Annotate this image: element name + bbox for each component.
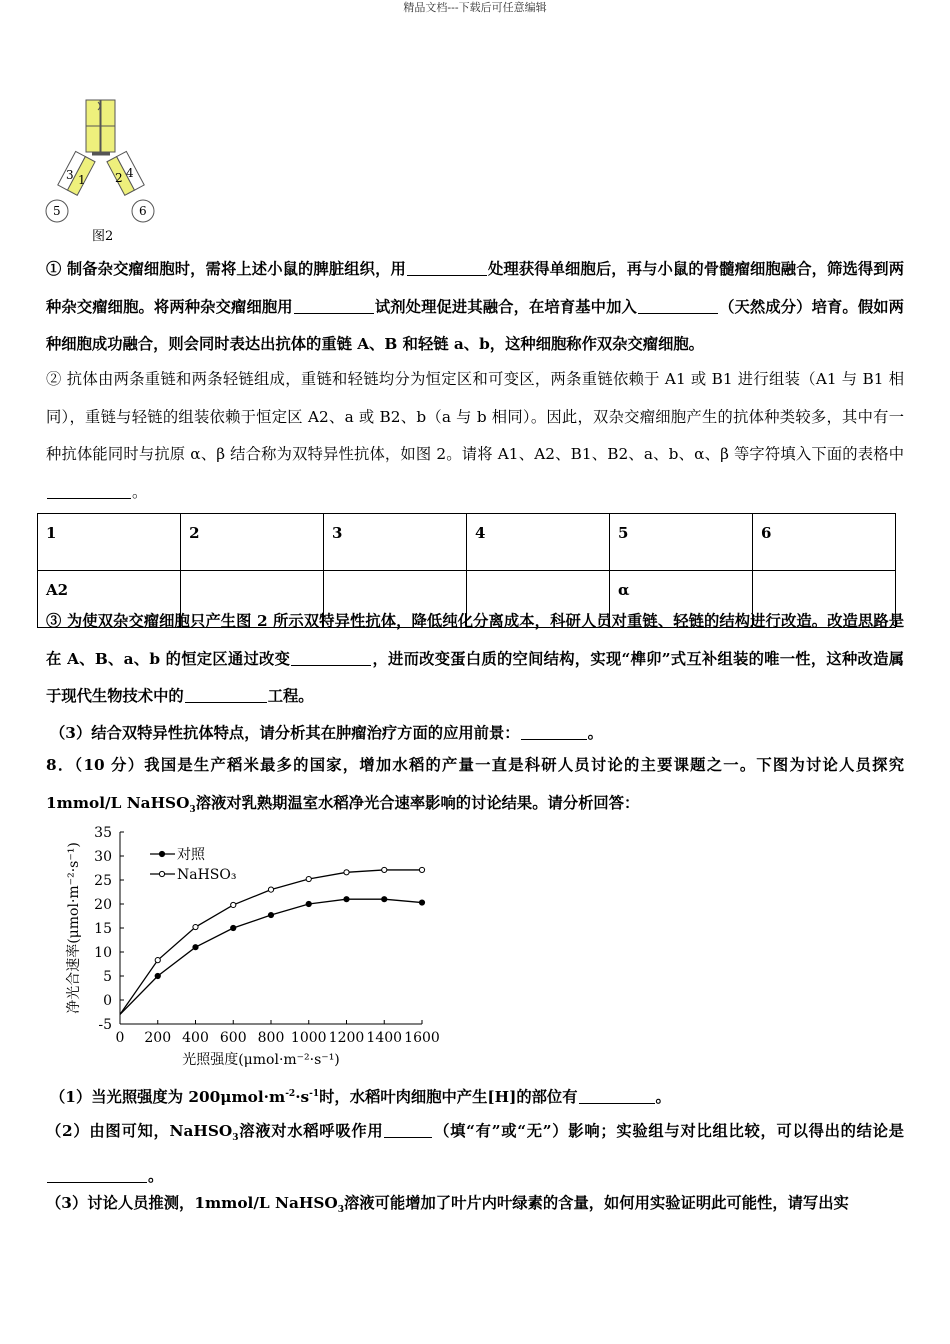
table-header-row xyxy=(38,514,896,571)
y-tick-label: 35 xyxy=(94,825,112,841)
answer-blank[interactable] xyxy=(47,497,131,499)
legend-label: 对照 xyxy=(177,847,205,863)
answer-2: （2）由图可知，NaHSO$_3$溶液对水稻呼吸作用 （填“有”或“无”）影响；实验组与对比组比较，可以得出的结论是。 xyxy=(46,1122,904,1185)
x-tick-label: 400 xyxy=(182,1030,209,1046)
data-point xyxy=(382,897,387,902)
diagram-label-4: 4 xyxy=(126,166,134,180)
heavy-chain-left-lower xyxy=(86,126,100,152)
table-header-cell: 5 xyxy=(609,514,752,571)
data-point xyxy=(268,912,273,917)
page-header: 精品文档---下载后可任意编辑 xyxy=(403,1,547,14)
diagram-label-3: 3 xyxy=(66,168,74,182)
table-header-cell: 1 xyxy=(38,514,181,571)
data-point xyxy=(193,945,198,950)
answer-1: （1）当光照强度为 $200\mu mol\cdot m^{-2}\cdot s^{-1}$时，水稻叶肉细胞中产生[H]的部位有 。 xyxy=(50,1088,671,1107)
figure-caption: 图2 xyxy=(92,229,114,244)
table-header-cell: 2 xyxy=(181,514,324,571)
data-point xyxy=(231,925,236,930)
x-tick-label: 0 xyxy=(115,1030,125,1046)
x-tick-label: 1200 xyxy=(328,1030,365,1046)
diagram-label-1: 1 xyxy=(78,173,86,187)
question-part-3: ③ 为使双杂交瘤细胞只产生图 2 所示双特异性抗体，降低纯化分离成本，科研人员对重链、轻链的结构进行改造。改造思路是在 A、B、a、b 的恒定区通过改变 ，进而改变蛋白质的空间结构，实现“榫卯”式互补组装的唯一性，这种改造属于现代生物技术中的 工程。 xyxy=(46,612,904,705)
diagram-label-2: 2 xyxy=(115,171,123,185)
answer-3: （3）讨论人员推测，1mmol/L NaHSO$_3$溶液可能增加了叶片内叶绿素的含量，如何用实验证明此可能性，请写出实 xyxy=(46,1194,849,1216)
answer-blank[interactable] xyxy=(521,738,587,740)
y-tick-label: 0 xyxy=(103,993,112,1009)
y-tick-label: 20 xyxy=(94,897,112,913)
photosynthesis-chart xyxy=(60,822,440,1067)
heavy-chain-right-upper xyxy=(101,100,115,126)
y-tick-label: 25 xyxy=(94,873,112,889)
y-tick-label: 30 xyxy=(94,849,112,865)
data-point xyxy=(268,887,273,892)
data-point xyxy=(344,870,349,875)
x-tick-label: 1600 xyxy=(404,1030,440,1046)
x-tick-label: 800 xyxy=(257,1030,285,1046)
x-tick-label: 1000 xyxy=(290,1030,327,1046)
data-point xyxy=(306,876,311,881)
y-tick-label: -5 xyxy=(98,1017,112,1033)
heavy-chain-right-lower xyxy=(101,126,115,152)
data-point xyxy=(155,973,160,978)
diagram-label-6: 6 xyxy=(139,204,147,218)
data-point xyxy=(193,924,198,929)
table-header-cell: 4 xyxy=(467,514,610,571)
answer-blank[interactable] xyxy=(384,1136,432,1138)
legend-label: NaHSO₃ xyxy=(177,867,237,883)
question-part-2: ② 抗体由两条重链和两条轻链组成，重链和轻链均分为恒定区和可变区，两条重链依赖于 A1 或 B1 进行组装（A1 与 B1 相同），重链与轻链的组装依赖于恒定区 A2、a 或 B2、b（a 与 b 相同）。因此，双杂交瘤细胞产生的抗体种类较多，其中有一种抗体能同时与抗原 α、β 结合称为双特异性抗体，如图 2。请将 A1、A2、B1、B2、a、b、α、β 等字符填入下面的表格中。 xyxy=(46,370,904,501)
y-tick-label: 5 xyxy=(103,969,112,985)
answer-blank[interactable] xyxy=(291,664,371,666)
answer-blank[interactable] xyxy=(638,312,718,314)
table-cell[interactable]: A2 xyxy=(38,571,181,628)
x-tick-label: 600 xyxy=(219,1030,247,1046)
answer-blank[interactable] xyxy=(407,274,487,276)
diagram-label-5: 5 xyxy=(53,204,61,218)
data-point xyxy=(306,901,311,906)
answer-blank[interactable] xyxy=(185,701,267,703)
legend-marker xyxy=(159,871,164,876)
table-header-cell: 3 xyxy=(324,514,467,571)
data-point xyxy=(155,958,160,963)
legend-marker xyxy=(159,851,164,856)
y-tick-label: 15 xyxy=(94,921,112,937)
y-axis-label: 净光合速率(μmol·m⁻²·s⁻¹) xyxy=(66,842,82,1014)
table-cell[interactable]: α xyxy=(609,571,752,628)
question-3: （3）结合双特异性抗体特点，请分析其在肿瘤治疗方面的应用前景： 。 xyxy=(50,724,603,742)
data-point xyxy=(382,867,387,872)
y-tick-label: 10 xyxy=(94,945,112,961)
answer-blank[interactable] xyxy=(47,1181,147,1183)
antibody-diagram xyxy=(40,96,170,226)
answer-blank[interactable] xyxy=(294,312,374,314)
table-header-cell: 6 xyxy=(752,514,895,571)
data-point xyxy=(344,897,349,902)
question-8: 8．（10 分）我国是生产稻米最多的国家，增加水稻的产量一直是科研人员讨论的主要课题之一。下图为讨论人员探究 1mmol/L NaHSO$_3$溶液对乳熟期温室水稻净光合速率影响的讨论结果。请分析回答： xyxy=(46,756,904,815)
question-part-1: ① 制备杂交瘤细胞时，需将上述小鼠的脾脏组织，用 处理获得单细胞后，再与小鼠的骨髓瘤细胞融合，筛选得到两种杂交瘤细胞。将两种杂交瘤细胞用 试剂处理促进其融合，在培育基中加入 （天然成分）培育。假如两种细胞成功融合，则会同时表达出抗体的重链 A、B 和轻链 a、b，这种细胞称作双杂交瘤细胞。 xyxy=(46,260,904,353)
data-point xyxy=(419,867,424,872)
heavy-chain-left-upper xyxy=(86,100,100,126)
x-tick-label: 200 xyxy=(144,1030,172,1046)
x-tick-label: 1400 xyxy=(366,1030,403,1046)
answer-blank[interactable] xyxy=(579,1102,655,1104)
data-point xyxy=(419,900,424,905)
x-axis-label: 光照强度(μmol·m⁻²·s⁻¹) xyxy=(182,1052,340,1067)
data-point xyxy=(231,902,236,907)
